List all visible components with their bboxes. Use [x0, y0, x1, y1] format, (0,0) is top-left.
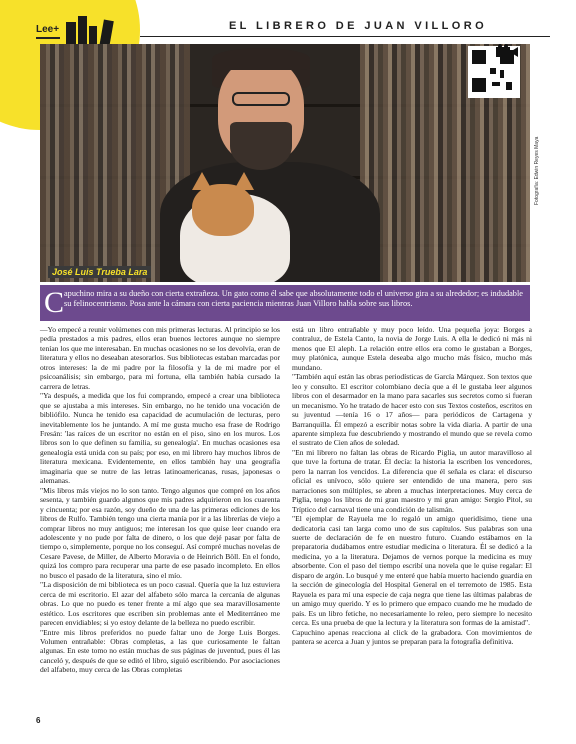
beard: [230, 122, 292, 170]
page-number: 6: [36, 716, 41, 725]
cat-head: [192, 184, 254, 236]
paragraph: "Entre mis libros preferidos no puede faltar uno de Jorge Luis Borges. Volumen entrañable: Obras completas, a las que curiosamente le faltan algunas. En este tomo no están muchas de sus páginas de juventud, pues él las canceló y, después de que se editó el libro, siguió escribiendo. Por asociaciones del alfabeto, muy cerca de las Obras completas: [40, 627, 280, 675]
logo-underline: [36, 37, 60, 39]
section-logo: Lee+: [36, 24, 60, 35]
banner-dropcap: C: [44, 286, 65, 319]
paragraph: "Ya después, a medida que los fui comprando, empecé a crear una biblioteca que se ajustaba a mis intereses. Sin embargo, no he tenido una vocación de bibliófilo. Nunca he tenido esa capacidad de acumulación de lecturas, pero inevitablemente los he juntando. A mí me gusta mucho esa frase de Rodrigo Fresán: 'las raíces de un escritor no están en el piso, sino en los muros. Los libros son lo que definen su familia, su genealogía'. En muchas ocasiones esa genealogía está unida con su país; por eso, en mi librero hay muchos libros de literatura mexicana. Evidentemente, en ellos también hay una geografía imaginaria que se nutre de las letras latinoamericanas, rusas, japonesas o alemanas.: [40, 391, 280, 486]
photo-caption: José Luis Trueba Lara: [48, 266, 151, 278]
paragraph: "Mis libros más viejos no lo son tanto. Tengo algunos que compré en los años sesenta, y también guardo algunos que mis padres adquirieron en los cuarenta y cincuenta; por esa razón, soy dueño de una de las primeras ediciones de los libros de Rulfo. También tengo una cierta manía por ir a las librerías de viejo a comprar libros no muy antiguos; me interesan los que quise leer cuando era adolescente y no pude por falta de dinero, o los que dejé pasar por falta de tiempo o, simplemente, porque no los conseguí. Así compré muchas novelas de Cesare Pavese, de Miller, de Alberto Moravia o de Heinrich Böll. En el fondo, quizá los compro para recuperar una parte de ese pasado incompleto. En ellos no busco el pasado de la literatura, sino el mío.: [40, 485, 280, 580]
glasses: [232, 92, 290, 106]
column-right: [292, 325, 532, 646]
header-rule: [140, 36, 550, 37]
banner-text: apuchino mira a su dueño con cierta extrañeza. Un gato como él sabe que absolutamente todo el universo gira a su alrededor; es indudable su felinocentrismo. Posa ante la cámara con cierta paciencia mientras Juan Villoro habla sobre sus libros.: [64, 289, 523, 308]
paragraph: "La disposición de mi biblioteca es un poco casual. Quería que la luz estuviera cerca de mi escritorio. El azar del alfabeto sólo marca la cercanía de algunas obras. Lo que no puedo es tener frente a mí algo que sea maravillosamente estético. Los escritores que escriben sin problemas ante el Mediterráneo me parecen envidiables; si yo estoy delante de la belleza no puedo escribir.: [40, 580, 280, 628]
paragraph: —Yo empecé a reunir volúmenes con mis primeras lecturas. Al principio se los pedía prestados a mis padres, ellos eran buenos lectores aunque no siempre tenían los que me interesaban. En muchas ocasiones no se los devolvía, eran de literatura y ellos no deseaban atesorarlos. Sus bibliotecas estaban marcadas por otros intereses: la de mi padre por la filosofía y la de mi madre por el psicoanálisis; sin embargo, para mi fortuna, ella también había cursado la carrera de letras.: [40, 325, 280, 391]
paragraph: está un libro entrañable y muy poco leído. Una pequeña joya: Borges a contraluz, de Estela Canto, la novia de Jorge Luis. A ella le dedicó ni más ni menos que El aleph. La relación entre ellos era como le gustaban a Borges, muy platónica, aunque Estela deseaba algo mucho más físico, mucho más mundano.: [292, 325, 532, 372]
paragraph: Capuchino apenas reacciona al click de la grabadora. Con movimientos de pantera se acerca a Juan y juntos se preparan para la fotografía definitiva.: [292, 627, 532, 646]
paragraph: "En mi librero no faltan las obras de Ricardo Piglia, un autor maravilloso al que tuve la fortuna de tratar. Él decía: la historia la escriben los vencedores, pero la narran los vencidos. La diferencia que él señala es clara: el discurso oficial es unívoco, sólo quiere ser entendido de una manera, pero sus narraciones son múltiples, se abren a muchas interpretaciones. Muy cerca de Piglia, tengo los libros de mi gran maestro y mi gran amigo: Sergio Pitol, su Tríptico del carnaval tiene una condición de talismán.: [292, 447, 532, 514]
column-left: [40, 325, 280, 675]
video-camera-icon: [496, 44, 518, 58]
photo-credit: Fotografía: Edwin Reyes Maya: [534, 136, 540, 205]
caption-banner: [40, 285, 530, 321]
page-header-title: EL LIBRERO DE JUAN VILLORO: [228, 20, 488, 32]
author-photo: [40, 44, 530, 282]
paragraph: "El ejemplar de Rayuela me lo regaló un amigo queridísimo, tiene una dedicatoria casi tan larga como uno de sus capítulos. Sus palabras son una suerte de declaración de fe en nuestro futuro. Cuando estábamos en la preparatoria dudábamos entre estudiar medicina o literatura. Él se dedicó a la medicina, yo a la literatura. Dejamos de vernos porque la medicina es muy absorbente. Con el paso del tiempo escribí una novela que le quise regalar: El disparo de argón. Lo busqué y me enteré que había muerto haciendo guardia en la sección de ginecología del Hospital General en el terremoto de 1985. Esta Rayuela es para mí una especie de caja negra que tiene las últimas palabras de un amigo muy querido. Y es lo primero que empaco cuando me he mudado de país. Es un libro fetiche, no necesariamente lo releo, pero siempre lo necesito cerca. Es una prueba de que la lectura y la literatura son formas de la amistad".: [292, 514, 532, 628]
paragraph: "También aquí están las obras periodísticas de García Márquez. Son textos que leo y consulto. El escritor colombiano decía que a él le gustaba leer algunos libros con el desarmador en la mano para sacarles sus secretos como si fueran un mecanismo. Yo he tratado de hacer esto con sus Textos costeños, escritos en su juventud —tenía 16 o 17 años— para periódicos de Cartagena y Barranquilla. Él empezó a escribir notas sobre la vida diaria. A partir de una aparente simpleza fue descubriendo y mostrando el mundo que se revela como el sustrato de Cien años de soledad.: [292, 372, 532, 448]
